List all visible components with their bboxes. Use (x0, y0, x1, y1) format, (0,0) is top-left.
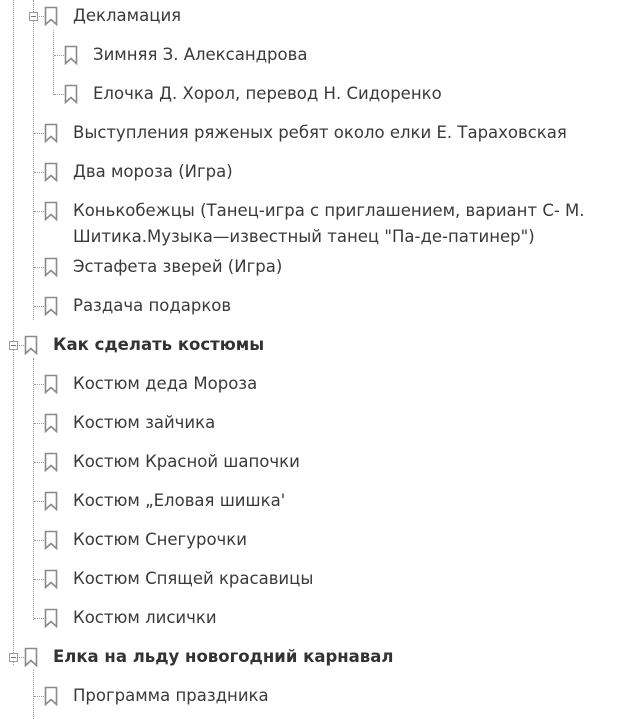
bookmark-item[interactable]: Костюм деда Мороза (73, 374, 258, 393)
bookmark-section-costumes[interactable]: Как сделать костюмы (53, 335, 265, 354)
tree-line (34, 384, 44, 385)
bookmark-item[interactable]: Выступления ряженых ребят около елки Е. Тараховская (73, 123, 567, 142)
tree-line (54, 94, 64, 95)
tree-line (34, 172, 44, 173)
bookmark-item[interactable]: Костюм Красной шапочки (73, 452, 300, 471)
tree-line (34, 462, 44, 463)
tree-line (33, 358, 34, 620)
tree-line (34, 696, 44, 697)
bookmark-item[interactable]: Эстафета зверей (Игра) (73, 257, 283, 276)
bookmark-icon[interactable] (44, 452, 58, 472)
bookmark-icon[interactable] (44, 6, 58, 26)
bookmark-item[interactable]: Костюм лисички (73, 608, 217, 627)
bookmark-icon[interactable] (44, 201, 58, 221)
bookmark-icon[interactable] (44, 374, 58, 394)
bookmark-item[interactable]: Раздача подарков (73, 296, 232, 315)
bookmark-icon[interactable] (44, 608, 58, 628)
tree-line (34, 540, 44, 541)
bookmark-item[interactable]: Костюм „Еловая шишка' (73, 491, 286, 510)
tree-line (34, 618, 44, 619)
bookmark-icon[interactable] (44, 413, 58, 433)
tree-line (34, 423, 44, 424)
tree-line (53, 30, 54, 95)
tree-line (33, 670, 34, 719)
tree-line (34, 501, 44, 502)
bookmark-icon[interactable] (24, 335, 38, 355)
bookmark-icon[interactable] (44, 530, 58, 550)
bookmark-item[interactable]: Зимняя З. Александрова (93, 45, 308, 64)
tree-line (33, 0, 34, 320)
bookmark-icon[interactable] (44, 686, 58, 706)
collapse-toggle-icon[interactable] (9, 653, 18, 662)
tree-line (34, 579, 44, 580)
bookmark-icon[interactable] (44, 569, 58, 589)
bookmark-icon[interactable] (44, 296, 58, 316)
bookmark-icon[interactable] (64, 45, 78, 65)
tree-line (34, 267, 44, 268)
bookmark-item[interactable]: Костюм Снегурочки (73, 530, 247, 549)
bookmark-icon[interactable] (24, 647, 38, 667)
bookmark-item-declamation[interactable]: Декламация (73, 6, 182, 25)
bookmark-item[interactable]: Елочка Д. Хорол, перевод Н. Сидоренко (93, 84, 442, 103)
bookmark-icon[interactable] (44, 491, 58, 511)
bookmark-icon[interactable] (44, 123, 58, 143)
bookmark-icon[interactable] (64, 84, 78, 104)
bookmark-section-carnival[interactable]: Елка на льду новогодний карнавал (53, 647, 394, 666)
collapse-toggle-icon[interactable] (29, 12, 38, 21)
bookmark-item[interactable]: Костюм зайчика (73, 413, 216, 432)
tree-line (34, 306, 44, 307)
tree-line (13, 0, 14, 665)
bookmark-item[interactable]: Программа праздника (73, 686, 269, 705)
tree-line (34, 211, 44, 212)
tree-line (34, 133, 44, 134)
bookmark-icon[interactable] (44, 257, 58, 277)
bookmark-icon[interactable] (44, 162, 58, 182)
tree-line (54, 55, 64, 56)
bookmark-item[interactable]: Два мороза (Игра) (73, 162, 233, 181)
collapse-toggle-icon[interactable] (9, 341, 18, 350)
bookmark-item[interactable]: Костюм Спящей красавицы (73, 569, 314, 588)
bookmark-item[interactable]: Конькобежцы (Танец-игра с приглашением, вариант С- М. Шитика.Музыка—известный танец "Па-де-патинер") (73, 201, 585, 246)
